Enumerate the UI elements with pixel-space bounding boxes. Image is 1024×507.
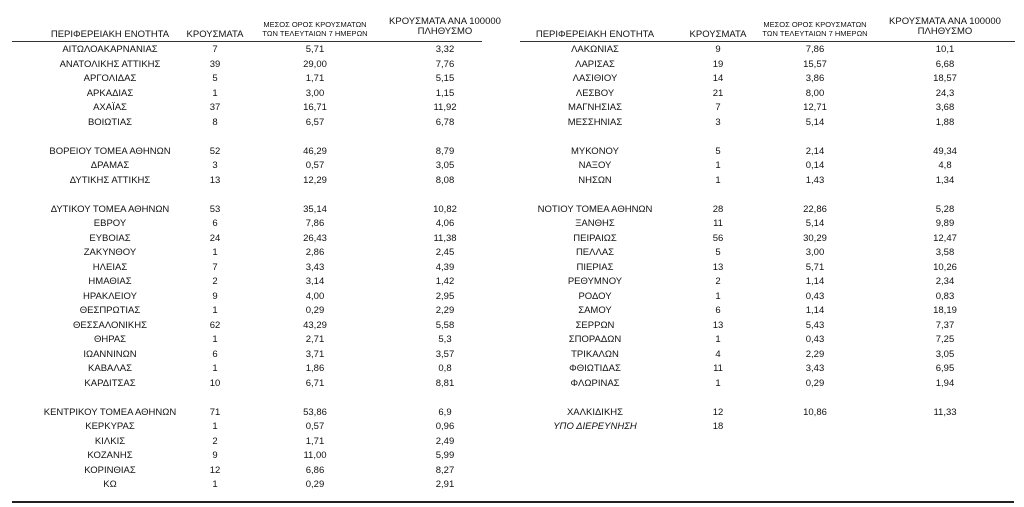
cell-avg: 3,00 — [805, 247, 825, 258]
cell-region: ΣΕΡΡΩΝ — [575, 320, 615, 331]
cell-per100k: 5,3 — [438, 334, 452, 345]
left-header-region: ΠΕΡΙΦΕΡΕΙΑΚΗ ΕΝΟΤΗΤΑ — [50, 29, 170, 40]
cell-region: ΑΙΤΩΛΟΑΚΑΡΝΑΝΙΑΣ — [62, 44, 158, 55]
cell-cases: 19 — [712, 59, 724, 70]
cell-cases: 3 — [212, 160, 218, 171]
cell-avg: 22,86 — [803, 204, 827, 215]
left-header-underline — [12, 41, 482, 42]
cell-avg: 3,86 — [805, 73, 825, 84]
cell-region: ΠΕΙΡΑΙΩΣ — [573, 233, 617, 244]
cell-avg: 5,71 — [305, 44, 325, 55]
cell-per100k: 3,58 — [935, 247, 955, 258]
cell-cases: 1 — [715, 291, 721, 302]
cell-cases: 71 — [209, 407, 221, 418]
cell-per100k: 10,26 — [933, 262, 957, 273]
right-header-avg-line1: ΜΕΣΟΣ ΟΡΟΣ ΚΡΟΥΣΜΑΤΩΝ — [763, 20, 867, 29]
cell-avg: 6,57 — [305, 117, 325, 128]
cell-per100k: 8,08 — [435, 175, 455, 186]
cell-cases: 12 — [712, 407, 724, 418]
cell-cases: 18 — [712, 421, 724, 432]
cell-region: ΔΡΑΜΑΣ — [90, 160, 130, 171]
cell-cases: 13 — [712, 262, 724, 273]
cell-per100k: 0,83 — [935, 291, 955, 302]
cell-cases: 56 — [712, 233, 724, 244]
cell-per100k: 9,89 — [935, 218, 955, 229]
cell-region: ΘΕΣΣΑΛΟΝΙΚΗΣ — [73, 320, 147, 331]
cell-per100k: 2,29 — [435, 305, 455, 316]
cell-avg: 10,86 — [803, 407, 827, 418]
cell-avg: 30,29 — [803, 233, 827, 244]
right-header-per100k-line2: ΠΛΗΘΥΣΜΟ — [917, 26, 973, 37]
cell-region: ΒΟΙΩΤΙΑΣ — [87, 117, 133, 128]
left-header-per100k — [385, 17, 505, 37]
cell-per100k: 0,96 — [435, 421, 455, 432]
cell-per100k: 1,15 — [435, 88, 455, 99]
cell-avg: 5,71 — [805, 262, 825, 273]
cell-avg: 6,86 — [305, 465, 325, 476]
bottom-rule — [12, 501, 1014, 503]
cell-cases: 1 — [212, 363, 218, 374]
cell-cases: 1 — [715, 175, 721, 186]
cell-per100k: 18,57 — [933, 73, 957, 84]
right-header-avg — [755, 20, 875, 38]
cell-per100k: 5,99 — [435, 450, 455, 461]
cell-per100k: 11,33 — [933, 407, 957, 418]
cell-region: ΖΑΚΥΝΘΟΥ — [83, 247, 137, 258]
cell-per100k: 3,32 — [435, 44, 455, 55]
cell-per100k: 3,68 — [935, 102, 955, 113]
cell-cases: 6 — [212, 218, 218, 229]
cell-per100k: 5,15 — [435, 73, 455, 84]
cell-region: ΘΗΡΑΣ — [93, 334, 127, 345]
cell-avg: 2,71 — [305, 334, 325, 345]
cell-avg: 0,14 — [805, 160, 825, 171]
cell-cases: 2 — [212, 276, 218, 287]
cell-region: ΛΕΣΒΟΥ — [575, 88, 615, 99]
cell-cases: 12 — [209, 465, 221, 476]
cell-cases: 9 — [212, 291, 218, 302]
cell-cases: 1 — [212, 421, 218, 432]
cell-region: ΑΡΓΟΛΙΔΑΣ — [83, 73, 137, 84]
cell-per100k: 6,9 — [438, 407, 452, 418]
cell-avg: 5,43 — [805, 320, 825, 331]
cell-per100k: 8,81 — [435, 378, 455, 389]
cell-per100k: 10,1 — [935, 44, 955, 55]
cell-region: ΛΑΚΩΝΙΑΣ — [571, 44, 619, 55]
cell-region: ΚΩ — [103, 479, 117, 490]
cell-avg: 3,00 — [305, 88, 325, 99]
cell-cases: 1 — [715, 334, 721, 345]
cell-per100k: 7,76 — [435, 59, 455, 70]
cell-cases: 11 — [713, 363, 723, 374]
cell-avg: 16,71 — [303, 102, 327, 113]
cell-region: ΝΑΞΟΥ — [578, 160, 612, 171]
left-header-per100k-line2: ΠΛΗΘΥΣΜΟ — [417, 26, 473, 37]
cell-per100k — [880, 421, 1010, 433]
left-header-avg — [255, 20, 375, 38]
cell-per100k: 6,95 — [935, 363, 955, 374]
cell-region: ΚΟΖΑΝΗΣ — [87, 450, 133, 461]
cell-region: ΣΠΟΡΑΔΩΝ — [568, 334, 622, 345]
cell-avg: 29,00 — [303, 59, 327, 70]
cell-avg: 1,43 — [805, 175, 825, 186]
cell-cases: 2 — [212, 436, 218, 447]
cell-cases: 13 — [712, 320, 724, 331]
cell-avg: 12,71 — [803, 102, 827, 113]
cell-avg: 1,86 — [305, 363, 325, 374]
cell-region: ΗΜΑΘΙΑΣ — [88, 276, 132, 287]
cell-per100k: 2,91 — [435, 479, 455, 490]
cell-cases: 39 — [209, 59, 221, 70]
cell-avg: 0,29 — [305, 305, 325, 316]
cell-region: ΜΑΓΝΗΣΙΑΣ — [568, 102, 622, 113]
cell-cases: 3 — [715, 117, 721, 128]
cell-per100k: 1,42 — [435, 276, 455, 287]
cell-cases: 1 — [715, 160, 721, 171]
left-header-cases: ΚΡΟΥΣΜΑΤΑ — [186, 29, 244, 40]
cell-region: ΧΑΛΚΙΔΙΚΗΣ — [566, 407, 624, 418]
cell-region: ΚΑΡΔΙΤΣΑΣ — [84, 378, 136, 389]
cell-avg: 8,00 — [805, 88, 825, 99]
cell-cases: 5 — [715, 146, 721, 157]
cell-region: ΑΧΑΪΑΣ — [93, 102, 127, 113]
cell-cases: 5 — [212, 73, 218, 84]
cell-region: ΛΑΡΙΣΑΣ — [575, 59, 615, 70]
cell-cases: 62 — [209, 320, 221, 331]
cell-avg: 35,14 — [303, 204, 327, 215]
cell-cases: 5 — [715, 247, 721, 258]
cell-region: ΝΗΣΩΝ — [578, 175, 612, 186]
cell-avg: 2,86 — [305, 247, 325, 258]
cell-avg: 1,71 — [305, 73, 325, 84]
cell-cases: 13 — [209, 175, 221, 186]
right-header-per100k — [880, 17, 1010, 37]
cell-cases: 14 — [712, 73, 724, 84]
cell-region: ΙΩΑΝΝΙΝΩΝ — [83, 349, 137, 360]
right-header-region: ΠΕΡΙΦΕΡΕΙΑΚΗ ΕΝΟΤΗΤΑ — [535, 29, 655, 40]
cell-per100k: 18,19 — [933, 305, 957, 316]
cell-per100k: 6,68 — [935, 59, 955, 70]
cell-per100k: 24,3 — [935, 88, 955, 99]
cell-cases: 6 — [715, 305, 721, 316]
cell-region: ΜΥΚΟΝΟΥ — [571, 146, 619, 157]
cell-region: ΚΟΡΙΝΘΙΑΣ — [84, 465, 136, 476]
cell-per100k: 11,92 — [433, 102, 457, 113]
cell-avg: 0,43 — [805, 334, 825, 345]
cell-region: ΕΒΡΟΥ — [93, 218, 127, 229]
cell-avg: 0,29 — [805, 378, 825, 389]
cell-region: ΛΑΣΙΘΙΟΥ — [572, 73, 618, 84]
cell-avg: 46,29 — [303, 146, 327, 157]
cell-avg: 15,57 — [803, 59, 827, 70]
right-header-per100k-line1: ΚΡΟΥΣΜΑΤΑ ΑΝΑ 100000 — [889, 16, 1001, 27]
cell-per100k: 2,34 — [935, 276, 955, 287]
cell-cases: 11 — [713, 218, 723, 229]
cell-avg: 6,71 — [305, 378, 325, 389]
cell-per100k: 3,05 — [935, 349, 955, 360]
cell-avg — [755, 421, 875, 433]
cell-region: ΤΡΙΚΑΛΩΝ — [571, 349, 619, 360]
cell-per100k: 7,37 — [935, 320, 955, 331]
cell-avg: 0,43 — [805, 291, 825, 302]
cell-avg: 3,43 — [805, 363, 825, 374]
cell-region: ΚΑΒΑΛΑΣ — [88, 363, 132, 374]
cell-per100k: 1,88 — [935, 117, 955, 128]
cell-per100k: 49,34 — [933, 146, 957, 157]
cell-per100k: 8,27 — [435, 465, 455, 476]
cell-per100k: 5,58 — [435, 320, 455, 331]
cell-cases: 1 — [212, 305, 218, 316]
cell-avg: 5,14 — [805, 218, 825, 229]
cell-region: ΗΛΕΙΑΣ — [92, 262, 128, 273]
left-header-avg-line2: ΤΩΝ ΤΕΛΕΥΤΑΙΩΝ 7 ΗΜΕΡΩΝ — [262, 29, 368, 38]
cell-region: ΦΘΙΩΤΙΔΑΣ — [569, 363, 621, 374]
cell-avg: 7,86 — [805, 44, 825, 55]
cell-cases: 1 — [715, 378, 721, 389]
cell-cases: 1 — [212, 247, 218, 258]
cell-per100k: 3,05 — [435, 160, 455, 171]
cell-region: ΒΟΡΕΙΟΥ ΤΟΜΕΑ ΑΘΗΝΩΝ — [49, 146, 171, 157]
cell-region: ΡΕΘΥΜΝΟΥ — [567, 276, 623, 287]
cell-region: ΕΥΒΟΙΑΣ — [89, 233, 131, 244]
cell-cases: 8 — [212, 117, 218, 128]
cell-region: ΡΟΔΟΥ — [578, 291, 612, 302]
cell-cases: 53 — [209, 204, 221, 215]
cell-avg: 1,14 — [805, 305, 825, 316]
cell-avg: 3,14 — [305, 276, 325, 287]
left-header-per100k-line1: ΚΡΟΥΣΜΑΤΑ ΑΝΑ 100000 — [389, 16, 501, 27]
cell-region: ΦΛΩΡΙΝΑΣ — [570, 378, 620, 389]
cell-cases: 1 — [212, 479, 218, 490]
cell-cases: 7 — [212, 44, 218, 55]
cell-region: ΗΡΑΚΛΕΙΟΥ — [83, 291, 137, 302]
cell-per100k: 10,82 — [433, 204, 457, 215]
right-header-avg-line2: ΤΩΝ ΤΕΛΕΥΤΑΙΩΝ 7 ΗΜΕΡΩΝ — [762, 29, 868, 38]
cell-region: ΑΝΑΤΟΛΙΚΗΣ ΑΤΤΙΚΗΣ — [59, 59, 161, 70]
cell-per100k: 2,49 — [435, 436, 455, 447]
cell-region: ΚΕΝΤΡΙΚΟΥ ΤΟΜΕΑ ΑΘΗΝΩΝ — [43, 407, 177, 418]
cell-per100k: 4,8 — [938, 160, 952, 171]
cell-avg: 26,43 — [303, 233, 327, 244]
cell-region: ΚΙΛΚΙΣ — [94, 436, 126, 447]
cell-avg: 2,14 — [805, 146, 825, 157]
cell-per100k: 1,34 — [935, 175, 955, 186]
cell-cases: 37 — [209, 102, 221, 113]
cell-avg: 7,86 — [305, 218, 325, 229]
cell-avg: 2,29 — [805, 349, 825, 360]
cell-avg: 3,43 — [305, 262, 325, 273]
cell-avg: 4,00 — [305, 291, 325, 302]
cell-region: ΣΑΜΟΥ — [578, 305, 612, 316]
cell-cases: 9 — [715, 44, 721, 55]
cell-per100k: 12,47 — [933, 233, 957, 244]
cell-cases: 52 — [209, 146, 221, 157]
cell-cases: 7 — [212, 262, 218, 273]
cell-cases: 24 — [209, 233, 221, 244]
cell-region: ΝΟΤΙΟΥ ΤΟΜΕΑ ΑΘΗΝΩΝ — [537, 204, 653, 215]
cell-avg: 43,29 — [303, 320, 327, 331]
cell-cases: 10 — [209, 378, 221, 389]
cell-per100k: 2,45 — [435, 247, 455, 258]
cell-cases: 1 — [212, 88, 218, 99]
cell-avg: 0,29 — [305, 479, 325, 490]
cell-per100k: 7,25 — [935, 334, 955, 345]
right-header-cases: ΚΡΟΥΣΜΑΤΑ — [689, 29, 747, 40]
cell-cases: 6 — [212, 349, 218, 360]
cell-per100k: 0,8 — [438, 363, 452, 374]
cell-avg: 0,57 — [305, 160, 325, 171]
cell-region: ΥΠΟ ΔΙΕΡΕΥΝΗΣΗ — [553, 421, 637, 432]
cell-cases: 9 — [212, 450, 218, 461]
cell-avg: 11,00 — [303, 450, 327, 461]
cell-per100k: 4,06 — [435, 218, 455, 229]
cell-per100k: 8,79 — [435, 146, 455, 157]
cell-avg: 1,14 — [805, 276, 825, 287]
cell-avg: 12,29 — [303, 175, 327, 186]
cell-avg: 1,71 — [305, 436, 325, 447]
cell-region: ΜΕΣΣΗΝΙΑΣ — [567, 117, 623, 128]
cell-region: ΔΥΤΙΚΗΣ ΑΤΤΙΚΗΣ — [69, 175, 151, 186]
cell-cases: 7 — [715, 102, 721, 113]
cell-region: ΔΥΤΙΚΟΥ ΤΟΜΕΑ ΑΘΗΝΩΝ — [50, 204, 170, 215]
cell-cases: 1 — [212, 334, 218, 345]
cell-cases: 21 — [712, 88, 724, 99]
cell-avg: 53,86 — [303, 407, 327, 418]
right-header-underline — [520, 41, 1015, 42]
cell-cases: 4 — [715, 349, 721, 360]
cell-avg: 3,71 — [305, 349, 325, 360]
cell-avg: 5,14 — [805, 117, 825, 128]
cell-region: ΚΕΡΚΥΡΑΣ — [85, 421, 135, 432]
cell-region: ΠΙΕΡΙΑΣ — [576, 262, 614, 273]
cell-per100k: 6,78 — [435, 117, 455, 128]
cell-per100k: 1,94 — [935, 378, 955, 389]
cell-avg: 0,57 — [305, 421, 325, 432]
cell-per100k: 4,39 — [435, 262, 455, 273]
cell-region: ΞΑΝΘΗΣ — [575, 218, 615, 229]
left-header-avg-line1: ΜΕΣΟΣ ΟΡΟΣ ΚΡΟΥΣΜΑΤΩΝ — [263, 20, 367, 29]
cell-cases: 2 — [715, 276, 721, 287]
cell-per100k: 11,38 — [433, 233, 457, 244]
cell-per100k: 2,95 — [435, 291, 455, 302]
cell-region: ΠΕΛΛΑΣ — [575, 247, 615, 258]
cell-region: ΑΡΚΑΔΙΑΣ — [86, 88, 134, 99]
cell-region: ΘΕΣΠΡΩΤΙΑΣ — [79, 305, 141, 316]
cell-per100k: 5,28 — [935, 204, 955, 215]
cell-per100k: 3,57 — [435, 349, 455, 360]
cell-cases: 28 — [712, 204, 724, 215]
